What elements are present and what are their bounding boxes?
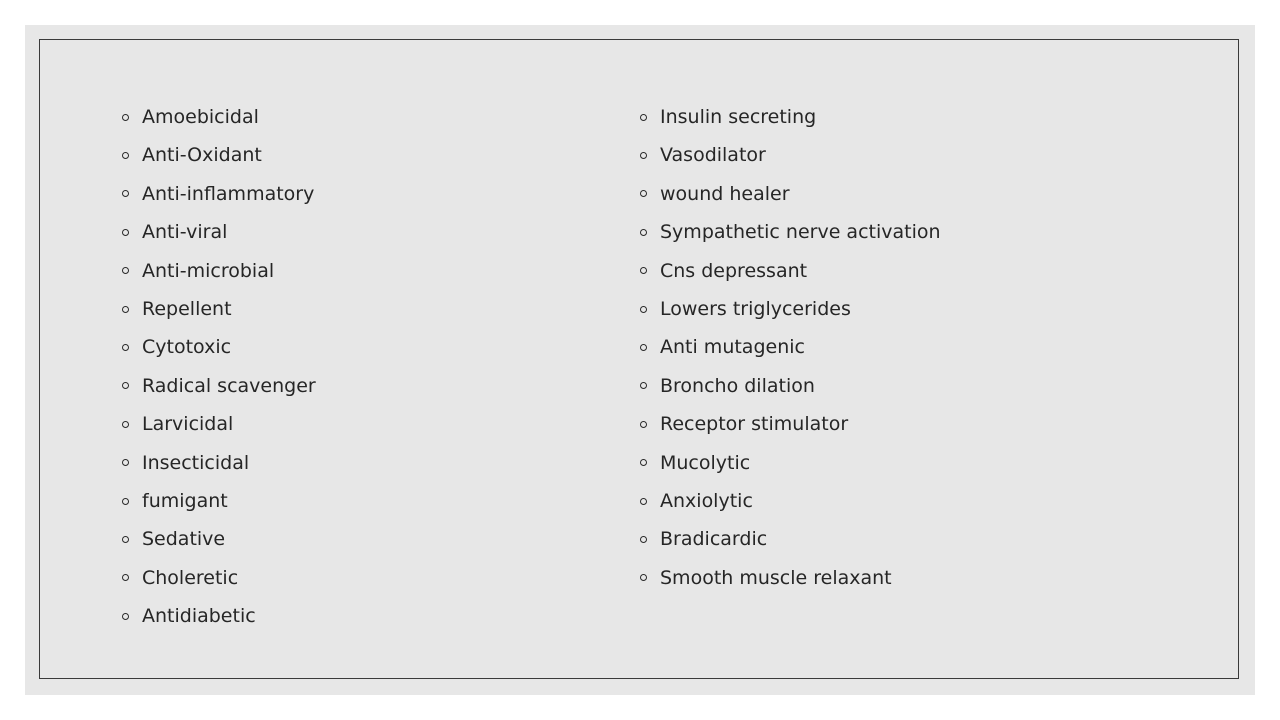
hollow-circle-bullet-icon [122,613,129,620]
list-item-label: Larvicidal [142,413,234,436]
hollow-circle-bullet-icon [640,267,647,274]
list-item-label: wound healer [660,182,790,205]
list-item-label: Receptor stimulator [660,413,849,436]
hollow-circle-bullet-icon [122,229,129,236]
hollow-circle-bullet-icon [122,306,129,313]
list-item-label: Insulin secreting [660,106,817,128]
list-item-label: Insecticidal [142,451,250,474]
hollow-circle-bullet-icon [640,382,647,389]
list-item-label: Smooth muscle relaxant [660,566,892,589]
hollow-circle-bullet-icon [640,421,647,428]
hollow-circle-bullet-icon [640,190,647,197]
hollow-circle-bullet-icon [122,267,129,274]
hollow-circle-bullet-icon [640,536,647,543]
slide [25,25,1255,695]
list-item-label: Amoebicidal [142,106,259,128]
hollow-circle-bullet-icon [640,459,647,466]
hollow-circle-bullet-icon [640,229,647,236]
hollow-circle-bullet-icon [640,152,647,159]
list-item-label: Anti mutagenic [660,336,805,359]
list-item-label: Anti-Oxidant [142,144,262,167]
list-item-label: Radical scavenger [142,374,316,397]
hollow-circle-bullet-icon [640,574,647,581]
list-item-label: Anxiolytic [660,489,753,512]
slide-frame [39,39,1239,679]
list-item-label: Antidiabetic [142,605,256,628]
hollow-circle-bullet-icon [122,344,129,351]
hollow-circle-bullet-icon [122,536,129,543]
list-item-label: Cns depressant [660,259,808,282]
list-item-label: Sedative [142,528,226,551]
hollow-circle-bullet-icon [122,421,129,428]
hollow-circle-bullet-icon [640,344,647,351]
hollow-circle-bullet-icon [122,152,129,159]
list-item-label: Broncho dilation [660,374,815,397]
hollow-circle-bullet-icon [122,498,129,505]
hollow-circle-bullet-icon [122,190,129,197]
hollow-circle-bullet-icon [122,574,129,581]
hollow-circle-bullet-icon [122,459,129,466]
list-item-label: fumigant [142,489,228,512]
list-item-label: Repellent [142,297,232,320]
list-item-label: Mucolytic [660,451,751,474]
list-item-label: Choleretic [142,566,239,589]
hollow-circle-bullet-icon [122,114,129,121]
list-item-label: Vasodilator [660,144,766,167]
hollow-circle-bullet-icon [122,382,129,389]
hollow-circle-bullet-icon [640,306,647,313]
list-item-label: Anti-viral [142,221,228,244]
list-item-label: Sympathetic nerve activation [660,221,941,244]
list-item-label: Cytotoxic [142,336,232,359]
list-item-label: Anti-microbial [142,259,275,282]
list-item-label: Anti-inflammatory [142,182,315,205]
hollow-circle-bullet-icon [640,498,647,505]
hollow-circle-bullet-icon [640,114,647,121]
list-item-label: Bradicardic [660,528,768,551]
list-item-label: Lowers triglycerides [660,297,851,320]
